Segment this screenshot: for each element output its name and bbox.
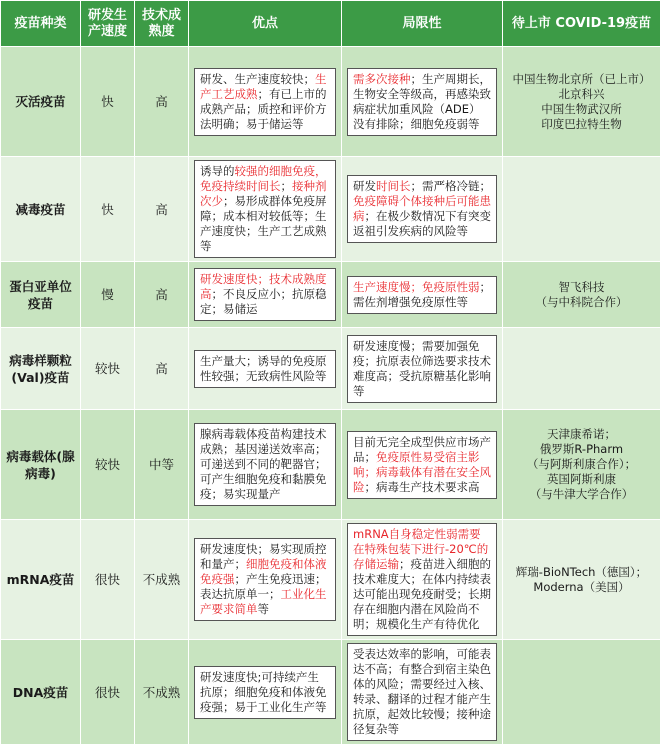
body-text: ；产生免疫迅速；表达抗原单一； [200,572,327,601]
listed-vaccine-line: 俄罗斯R-Pharm [508,442,655,457]
maturity-cell: 中等 [135,410,189,520]
speed-cell: 较快 [81,328,135,410]
table-row [1,328,660,410]
advantages-cell-box [194,538,336,621]
header-advantages: 优点 [189,1,342,47]
table-row [1,520,660,640]
table-row [1,410,660,520]
body-text: ；生产周期长，生物安全等级高，再感染致病症状加重风险（ADE）没有排除；细胞免疫弱等 [353,72,491,131]
maturity-cell: 高 [135,157,189,262]
limitations-cell [342,520,503,640]
listed-vaccine-line: 天津康希诺； [508,427,655,442]
listed-vaccines-cell [503,640,660,745]
maturity-cell: 不成熟 [135,640,189,745]
limitations-cell [342,47,503,157]
body-text: ；病毒生产技术要求高 [365,480,480,494]
listed-vaccine-line: 英国阿斯利康 [508,472,655,487]
advantages-cell [189,157,342,262]
limitations-cell-box [347,68,497,136]
listed-vaccine-line: （与阿斯利康合作）； [508,457,655,472]
listed-vaccine-line: 北京科兴 [508,87,655,102]
advantages-cell [189,520,342,640]
body-text: 研发速度快;可持续产生抗原；细胞免疫和体液免疫强；易于工业化生产等 [200,670,327,714]
maturity-cell: 高 [135,262,189,328]
limitations-cell [342,328,503,410]
maturity-cell: 不成熟 [135,520,189,640]
highlight-text: 生产工艺成熟 [200,72,327,101]
listed-vaccine-line: 印度巴拉特生物 [508,117,655,132]
advantages-cell [189,47,342,157]
speed-cell: 快 [81,157,135,262]
advantages-cell [189,328,342,410]
body-text: 研发速度快；易实现质控和量产； [200,542,327,571]
highlight-text: 工业化生产要求简单 [200,587,327,616]
body-text: ；需佐剂增强免疫原性等 [353,280,491,309]
advantages-cell-box [194,268,336,321]
listed-vaccine-line: 智飞科技 [508,280,655,295]
header-maturity: 技术成熟度 [135,1,189,47]
highlight-text: 接种剂次少 [200,179,327,208]
advantages-cell [189,640,342,745]
limitations-cell-box [347,276,497,314]
advantages-cell-box [194,160,336,258]
listed-vaccine-line: Moderna（美国） [508,580,655,595]
speed-cell: 很快 [81,640,135,745]
listed-vaccine-line: 辉瑞-BioNTech（德国）； [508,565,655,580]
body-text: 生产量大；诱导的免疫原性较强；无致病性风险等 [200,354,327,383]
body-text: ；在极少数情况下有突变返祖引发疾病的风险等 [353,209,491,238]
vaccine-type-cell: 蛋白亚单位疫苗 [1,262,81,328]
header-row [1,1,660,47]
limitations-cell [342,640,503,745]
vaccine-type-cell: 病毒载体(腺病毒) [1,410,81,520]
highlight-text: 研发速度快；技术成熟度高 [200,272,327,301]
speed-cell: 快 [81,47,135,157]
highlight-text: 较强的细胞免疫，免疫持续时间长 [200,164,327,193]
speed-cell: 慢 [81,262,135,328]
advantages-cell [189,262,342,328]
body-text: 受表达效率的影响，可能表达不高；有整合到宿主染色体的风险；需要经过入核、转录、翻译的过程才能产生抗原，起效比较慢；接种途径复杂等 [353,647,491,736]
header-speed: 研发生产速度 [81,1,135,47]
listed-vaccines-cell [503,262,660,328]
listed-vaccine-line: （与中科院合作） [508,295,655,310]
highlight-text: 需多次接种 [353,72,411,86]
advantages-cell-box [194,350,336,388]
body-text: 研发速度慢；需要加强免疫；抗原表位筛选要求技术难度高；受抗原糖基化影响等 [353,339,491,398]
highlight-text: 免疫原性易受宿主影响；病毒载体有潜在安全风险 [353,450,491,494]
advantages-cell-box [194,666,336,719]
vaccine-type-cell: 病毒样颗粒(Val)疫苗 [1,328,81,410]
advantages-cell [189,410,342,520]
highlight-text: 时间长 [376,179,411,193]
highlight-text: 细胞免疫和体液免疫强 [200,557,327,586]
limitations-cell-box [347,643,497,741]
body-text: ；需严格冷链； [411,179,492,193]
advantages-cell-box [194,68,336,136]
body-text: 诱导的 [200,164,235,178]
body-text: 目前无完全成型供应市场产品； [353,435,491,464]
listed-vaccine-line: （与牛津大学合作） [508,487,655,502]
maturity-cell: 高 [135,47,189,157]
body-text: 腺病毒载体疫苗构建技术成熟；基因递送效率高；可递送到不同的靶器官；可产生细胞免疫和黏膜免疫；易实现量产 [200,427,327,501]
table-row [1,47,660,157]
listed-vaccines-cell [503,410,660,520]
listed-vaccines-cell [503,157,660,262]
header-listed-vaccines: 待上市 COVID-19疫苗 [503,1,660,47]
body-text: ；不良反应小；抗原稳定；易储运 [200,287,327,316]
header-limitations: 局限性 [342,1,503,47]
maturity-cell: 高 [135,328,189,410]
body-text: ； [281,179,293,193]
limitations-cell-box [347,175,497,243]
listed-vaccines-cell [503,328,660,410]
limitations-cell-box [347,431,497,499]
listed-vaccines-cell [503,520,660,640]
limitations-cell-box [347,523,497,636]
listed-vaccine-line: 中国生物北京所（已上市） [508,72,655,87]
listed-vaccines-cell [503,47,660,157]
vaccine-type-cell: DNA疫苗 [1,640,81,745]
header-vaccine-type: 疫苗种类 [1,1,81,47]
body-text: 研发、生产速度较快； [200,72,315,86]
limitations-cell-box [347,335,497,403]
highlight-text: 生产速度慢；免疫原性弱 [353,280,480,294]
limitations-cell [342,410,503,520]
body-text: 研发 [353,179,376,193]
highlight-text: 免疫障碍个体接种后可能患病 [353,194,491,223]
table-row [1,640,660,745]
highlight-text: mRNA自身稳定性弱需要在特殊包装下进行-20℃的存储运输 [353,527,488,571]
listed-vaccine-line: 中国生物武汉所 [508,102,655,117]
vaccine-type-cell: 减毒疫苗 [1,157,81,262]
body-text: ；有已上市的成熟产品；质控和评价方法明确；易于储运等 [200,87,327,131]
body-text: 等 [258,602,270,616]
table-row [1,262,660,328]
table-row [1,157,660,262]
vaccine-type-cell: 灭活疫苗 [1,47,81,157]
vaccine-type-cell: mRNA疫苗 [1,520,81,640]
limitations-cell [342,262,503,328]
body-text: ；疫苗进入细胞的技术难度大；在体内持续表达可能出现免疫耐受；长期存在细胞内潜在风险尚不明；规模化生产有待优化 [353,557,491,631]
body-text: ；易形成群体免疫屏障；成本相对较低等；生产速度快；生产工艺成熟等 [200,194,327,253]
table-body [1,47,660,745]
speed-cell: 较快 [81,410,135,520]
advantages-cell-box [194,423,336,506]
limitations-cell [342,157,503,262]
speed-cell: 很快 [81,520,135,640]
